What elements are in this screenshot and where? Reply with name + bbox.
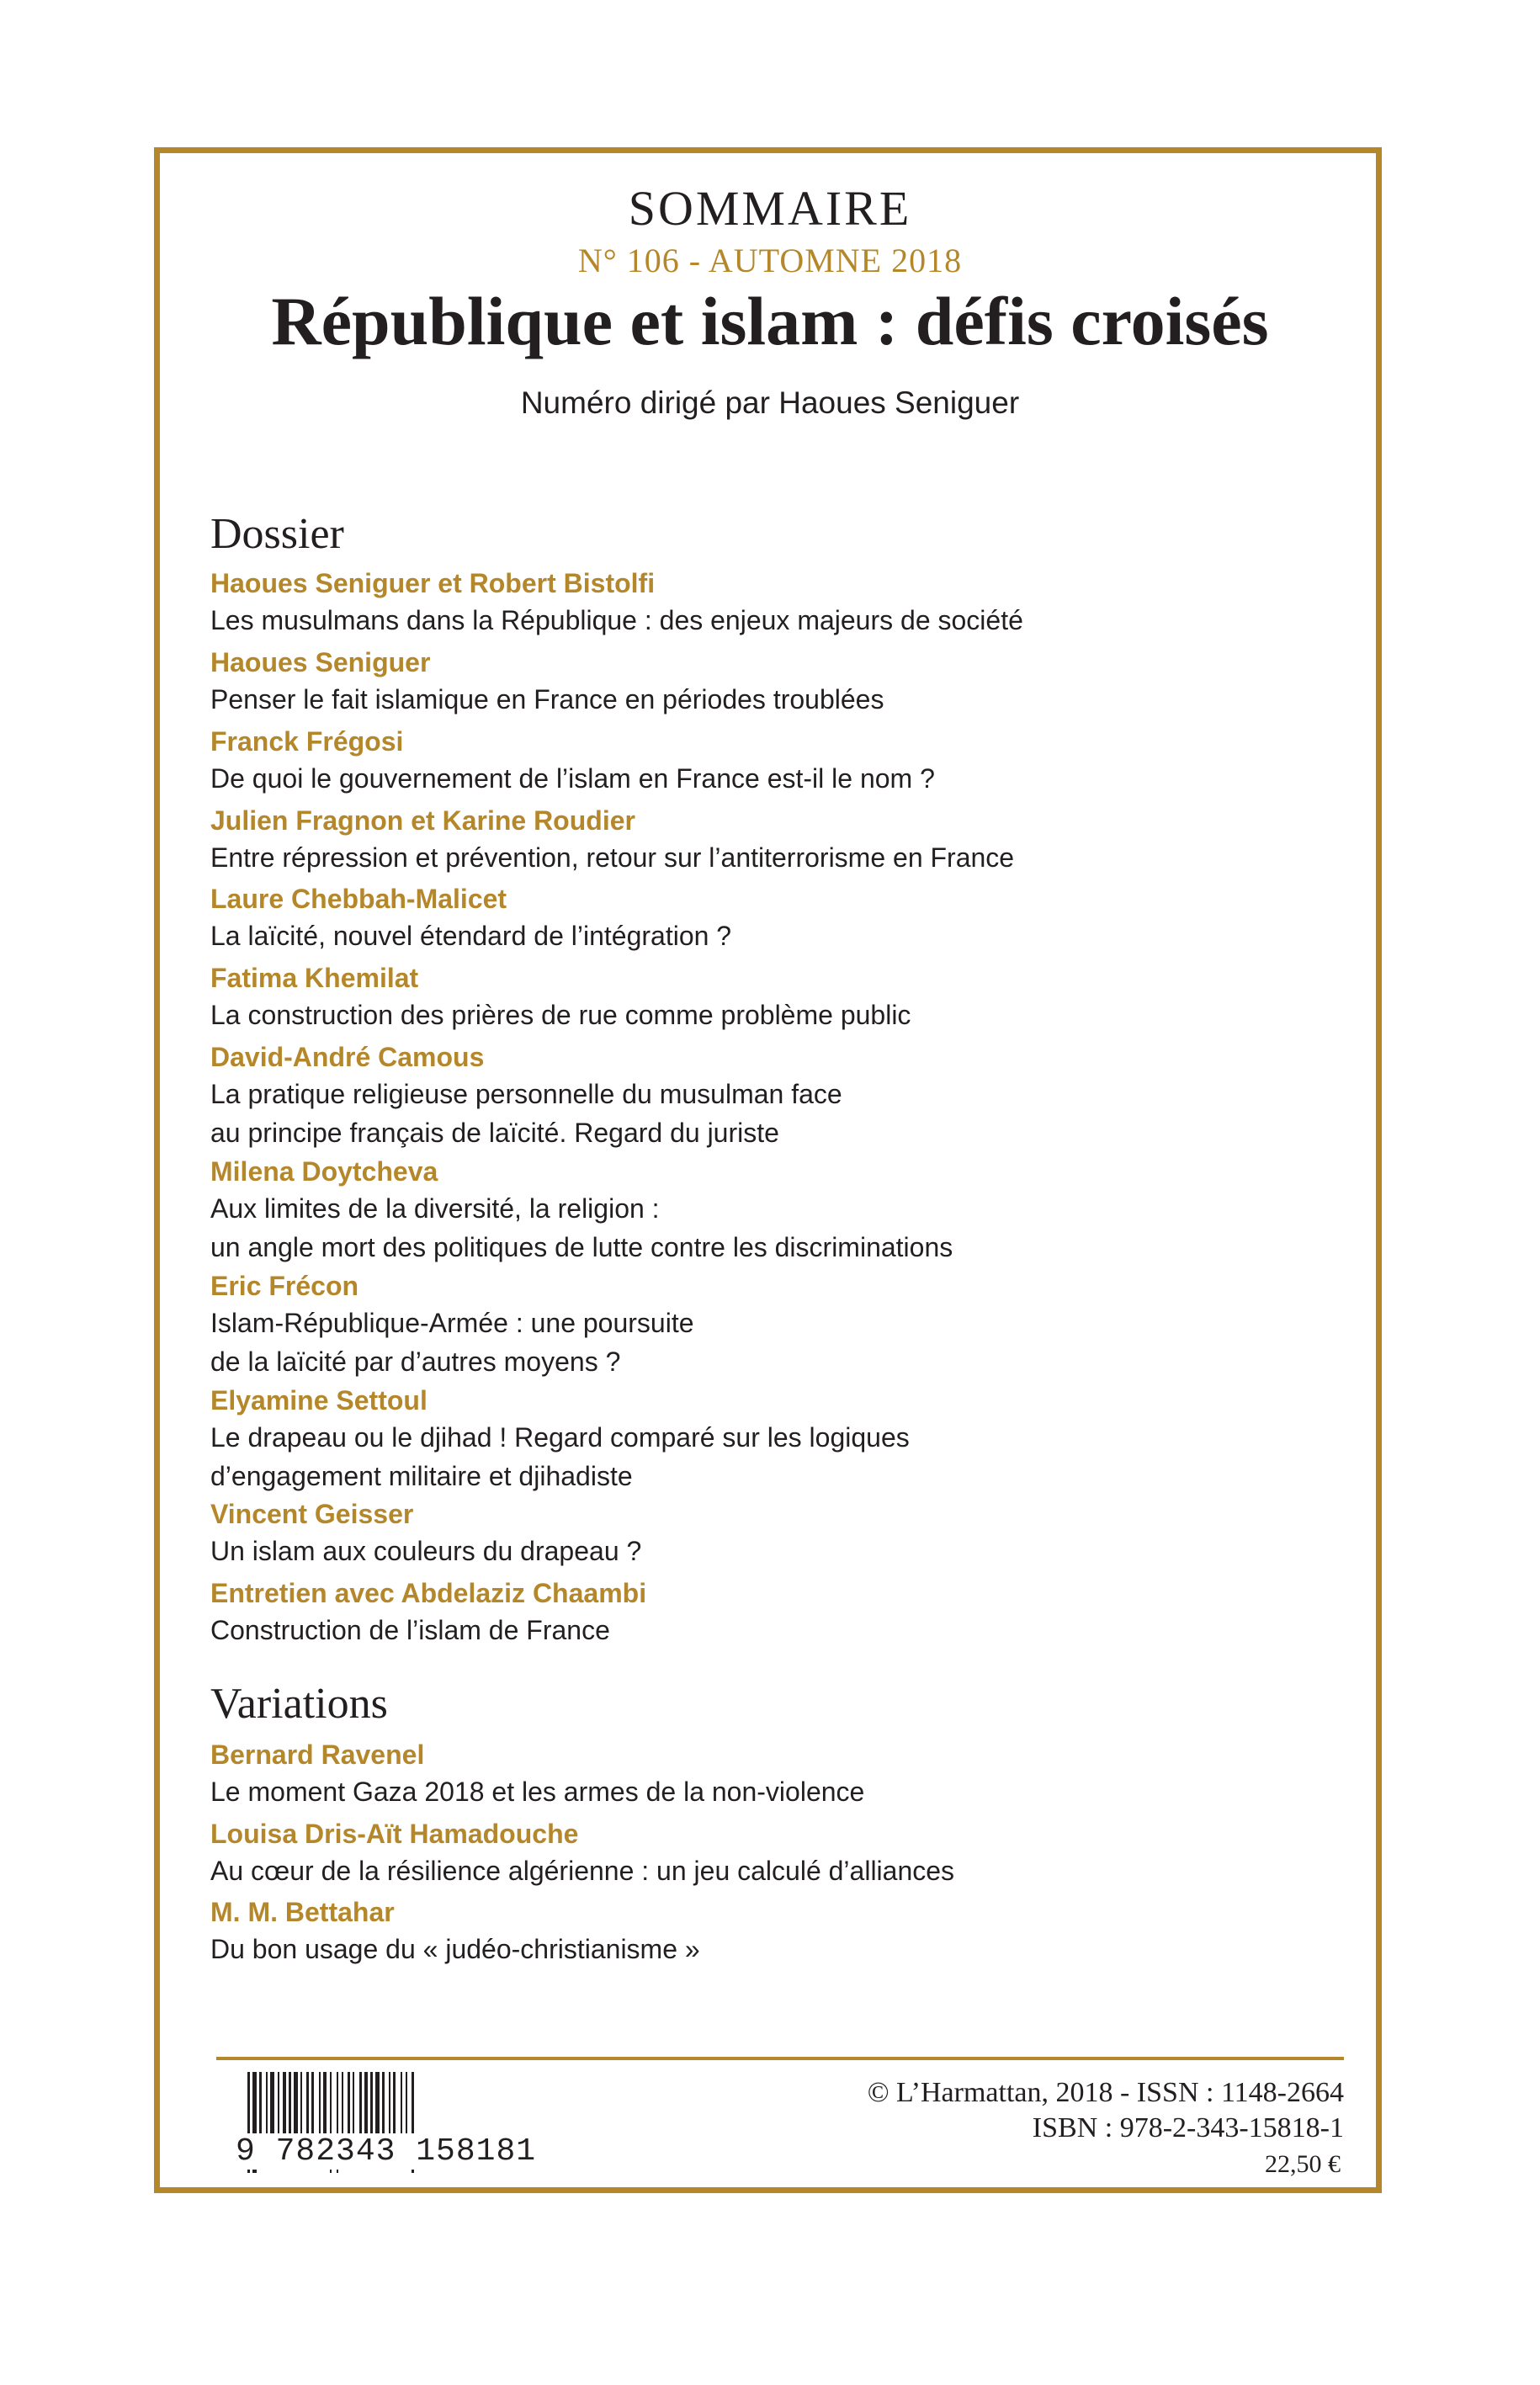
article-title: Penser le fait islamique en France en périodes troublées [210, 684, 884, 714]
article-entry [210, 803, 1355, 877]
article-title: Le moment Gaza 2018 et les armes de la non-violence [210, 1777, 865, 1807]
barcode-bar [364, 2072, 368, 2138]
article-title: De quoi le gouvernement de l’islam en France est-il le nom ? [210, 763, 935, 794]
article-title: La construction des prières de rue comme problème public [210, 1000, 911, 1030]
sommaire-label: SOMMAIRE [628, 181, 912, 236]
barcode-bar [270, 2072, 274, 2138]
article-author: Haoues Seniguer et Robert Bistolfi [210, 568, 656, 598]
barcode-bar [406, 2072, 407, 2138]
variations-heading: Variations [210, 1680, 388, 1728]
article-entry [210, 566, 1355, 640]
barcode-bar [389, 2072, 390, 2138]
barcode-bar [259, 2072, 262, 2138]
barcode-bar [311, 2072, 314, 2138]
article-title: Un islam aux couleurs du drapeau ? [210, 1536, 642, 1566]
copyright-notice: © L’Harmattan, 2018 - ISSN : 1148-2664 [867, 2077, 1344, 2108]
article-author: Vincent Geisser [210, 1499, 414, 1529]
barcode-bar [370, 2072, 373, 2138]
dossier-heading: Dossier [210, 510, 344, 558]
article-author: Milena Doytcheva [210, 1156, 438, 1187]
barcode-bar [393, 2072, 396, 2138]
barcode-bar [278, 2072, 279, 2138]
article-author: Entretien avec Abdelaziz Chaambi [210, 1578, 647, 1608]
barcode-bar [401, 2072, 402, 2138]
barcode-bar [323, 2072, 327, 2138]
article-author: Franck Frégosi [210, 726, 404, 757]
article-entry [210, 1737, 1355, 1811]
article-entry [210, 1154, 1355, 1267]
isbn: ISBN : 978-2-343-15818-1 [1032, 2112, 1344, 2143]
article-entry [210, 1575, 1355, 1649]
footer-divider [216, 2057, 1344, 2060]
article-title: La pratique religieuse personnelle du musulman face au principe français de laïcité. Regard du juriste [210, 1079, 842, 1148]
article-author: Fatima Khemilat [210, 963, 419, 993]
article-author: Laure Chebbah-Malicet [210, 884, 507, 914]
article-title: Islam-République-Armée : une poursuite de la laïcité par d’autres moyens ? [210, 1308, 694, 1377]
article-entry [210, 1894, 1355, 1968]
article-title: Le drapeau ou le djihad ! Regard comparé sur les logiques d’engagement militaire et djihadiste [210, 1422, 910, 1491]
article-entry [210, 1039, 1355, 1152]
article-author: Louisa Dris-Aït Hamadouche [210, 1819, 579, 1849]
barcode-bar [375, 2072, 380, 2138]
article-title: Du bon usage du « judéo-christianisme » [210, 1934, 700, 1964]
article-entry [210, 1383, 1355, 1495]
article-entry [210, 724, 1355, 798]
article-author: Haoues Seniguer [210, 647, 431, 677]
barcode-bar [348, 2072, 350, 2138]
article-title: Au cœur de la résilience algérienne : un jeu calculé d’alliances [210, 1856, 955, 1886]
barcode-bar [319, 2072, 321, 2138]
barcode-bar [289, 2072, 291, 2138]
price: 22,50 € [1265, 2150, 1341, 2178]
article-title: Entre répression et prévention, retour sur l’antiterrorisme en France [210, 842, 1015, 873]
article-entry [210, 1268, 1355, 1381]
barcode-bar [359, 2072, 362, 2138]
article-title: Aux limites de la diversité, la religion : un angle mort des politiques de lutte contre les discriminations [210, 1193, 953, 1262]
barcode-digits: 9 782343 158181 [236, 2133, 537, 2170]
article-author: Julien Fragnon et Karine Roudier [210, 805, 635, 836]
barcode-bar [294, 2072, 298, 2138]
barcode-bar [342, 2072, 343, 2138]
article-author: Eric Frécon [210, 1271, 359, 1301]
article-author: M. M. Bettahar [210, 1897, 395, 1927]
barcode-bar [283, 2072, 286, 2138]
article-entry [210, 881, 1355, 955]
article-entry [210, 1816, 1355, 1890]
article-title: Construction de l’islam de France [210, 1615, 610, 1645]
issue-title: République et islam : défis croisés [271, 283, 1269, 359]
article-entry [210, 960, 1355, 1034]
barcode-bar [382, 2072, 385, 2138]
article-title: Les musulmans dans la République : des enjeux majeurs de société [210, 605, 1023, 635]
barcode-bar [266, 2072, 268, 2138]
article-title: La laïcité, nouvel étendard de l’intégration ? [210, 921, 732, 951]
issue-number: N° 106 - AUTOMNE 2018 [577, 242, 963, 279]
article-entry [210, 645, 1355, 719]
article-author: Elyamine Settoul [210, 1385, 427, 1416]
barcode-bar [306, 2072, 309, 2138]
article-author: David-André Camous [210, 1042, 485, 1072]
barcode-bar [353, 2072, 354, 2138]
issue-director: Numéro dirigé par Haoues Seniguer [520, 385, 1020, 420]
barcode-bar [300, 2072, 302, 2138]
article-author: Bernard Ravenel [210, 1740, 425, 1770]
article-entry [210, 1496, 1355, 1570]
